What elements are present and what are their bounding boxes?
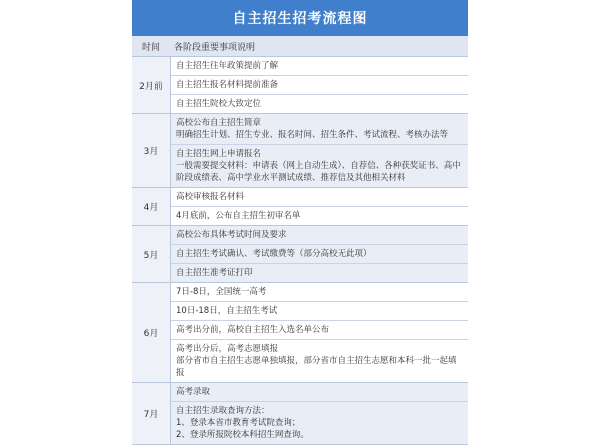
row-time: 3月 xyxy=(132,114,171,187)
header-time: 时间 xyxy=(141,42,160,53)
table-row xyxy=(132,226,468,283)
list-item: 高考录取 xyxy=(171,383,468,402)
list-item: 4月底前，公布自主招生初审名单 xyxy=(176,211,301,221)
row-time: 5月 xyxy=(132,226,171,282)
list-item: 自主招生往年政策提前了解 xyxy=(171,57,468,76)
row-time: 2月前 xyxy=(132,57,171,113)
table-row xyxy=(132,188,468,226)
row-items xyxy=(171,383,468,444)
table-row xyxy=(132,114,468,188)
row-time: 6月 xyxy=(132,283,171,382)
list-item: 自主招生考试确认、考试缴费等（部分高校无此项） xyxy=(171,245,468,264)
table-header xyxy=(132,36,468,57)
flowchart-sheet xyxy=(132,0,468,440)
row-items xyxy=(171,226,468,282)
list-item: 自主招生录取查询方法： 1、登录本省市教育考试院查询； 2、登录所报院校本科招生网查询。 xyxy=(176,406,309,440)
list-item: 高考出分后，高考志愿填报 部分省市自主招生志愿单独填报，部分省市自主招生志愿和本科一批一起填报 xyxy=(176,344,457,378)
table-row xyxy=(132,57,468,114)
row-items xyxy=(171,114,468,187)
row-time: 7月 xyxy=(132,383,171,444)
table-row xyxy=(132,383,468,445)
list-item: 高校公布自主招生简章 明确招生计划、招生专业、报名时间、招生条件、考试流程、考核办法等 xyxy=(171,114,468,145)
list-item: 自主招生网上申请报名 一般需要提交材料：申请表（网上自动生成）、自荐信、各种获奖证书、高中阶段成绩表、高中学业水平测试成绩、推荐信及其他相关材料 xyxy=(176,149,461,183)
row-items xyxy=(171,57,468,113)
list-item: 自主招生准考证打印 xyxy=(176,268,253,278)
list-item: 高校审核报名材料 xyxy=(171,188,468,207)
list-item: 自主招生院校大致定位 xyxy=(176,99,262,109)
list-item: 高考出分前，高校自主招生入选名单公布 xyxy=(171,321,468,340)
table-body xyxy=(132,57,468,445)
page-title: 自主招生招考流程图 xyxy=(132,0,468,36)
table-row xyxy=(132,283,468,383)
list-item: 7日-8日，全国统一高考 xyxy=(171,283,468,302)
header-desc: 各阶段重要事项说明 xyxy=(174,42,256,53)
list-item: 自主招生报名材料提前准备 xyxy=(171,76,468,95)
row-items xyxy=(171,283,468,382)
list-item: 10日-18日，自主招生考试 xyxy=(171,302,468,321)
row-items xyxy=(171,188,468,225)
row-time: 4月 xyxy=(132,188,171,225)
list-item: 高校公布具体考试时间及要求 xyxy=(171,226,468,245)
